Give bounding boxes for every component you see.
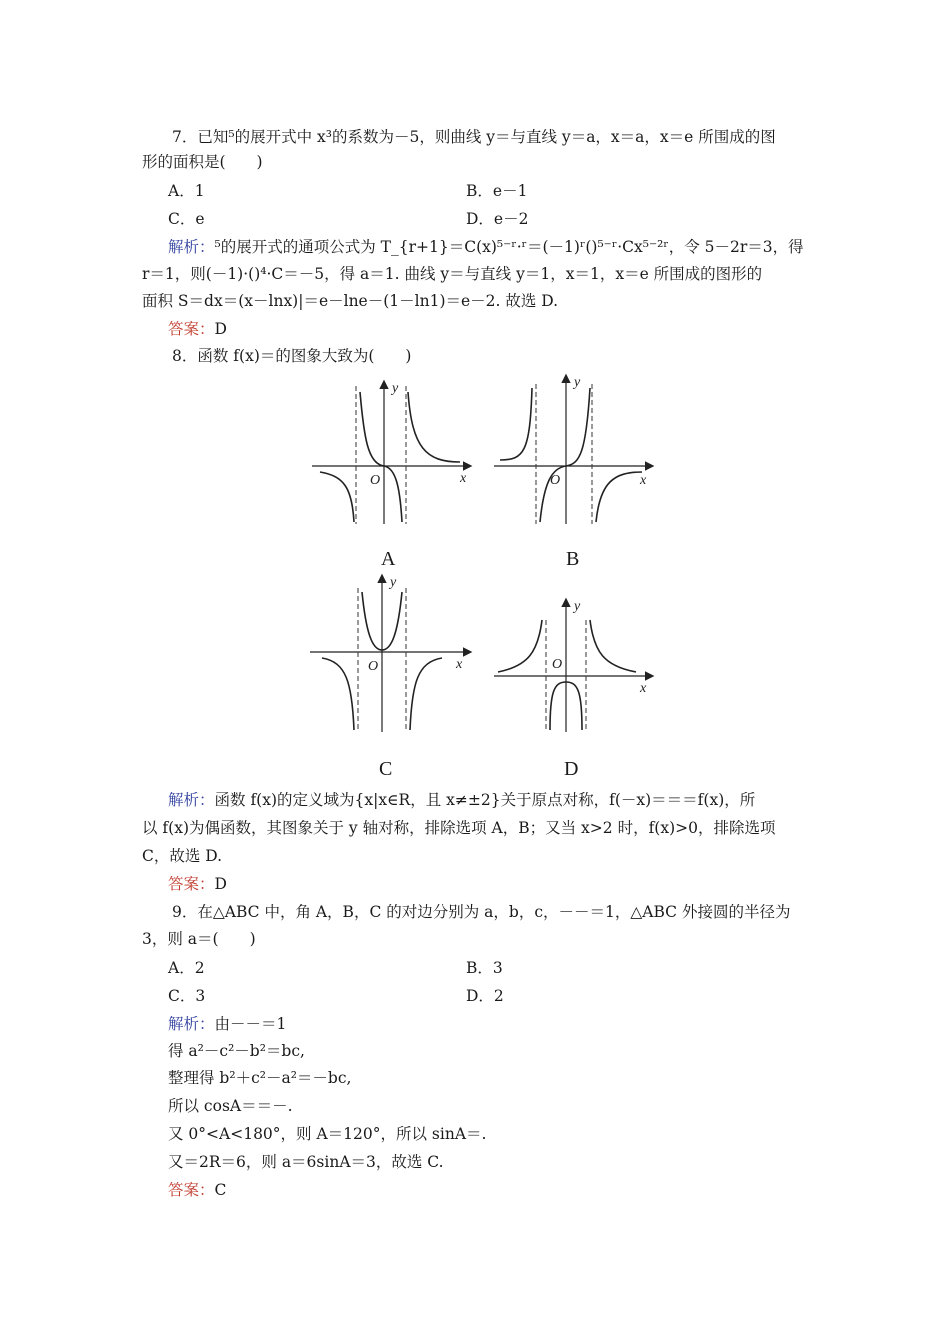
q9-solution-line1 <box>168 1013 286 1035</box>
x-axis-label: x <box>460 471 467 486</box>
origin-label: O <box>368 659 379 674</box>
q7-solution-line2: r＝1，则(－1)·()⁴·C＝－5，得 a＝1. 曲线 y＝与直线 y＝1，x＝1，x＝e 所围成的图形的 <box>142 265 763 283</box>
answer-label: 答案： <box>168 320 215 338</box>
q9-solution-line3: 整理得 b²＋c²－a²＝－bc, <box>168 1069 352 1087</box>
q8-answer-value: D <box>214 875 227 893</box>
q7-stem-line2: 形的面积是( ) <box>142 153 263 171</box>
q8-solution-text1: 函数 f(x)的定义域为{x|x∈R，且 x≠±2}关于原点对称，f(－x)＝＝＝f(x)，所 <box>214 791 756 809</box>
q8-answer <box>168 873 227 895</box>
graph-b <box>490 372 658 528</box>
q9-solution-line4: 所以 cosA＝＝－. <box>168 1097 293 1115</box>
graph-c <box>306 572 476 736</box>
q7-solution-line1 <box>168 236 804 258</box>
origin-label: O <box>550 473 561 488</box>
q9-stem-line2: 3，则 a＝( ) <box>142 930 256 948</box>
origin-label: O <box>552 657 563 672</box>
q8-solution-line3: C，故选 D. <box>142 847 223 865</box>
x-axis-label: x <box>456 657 463 672</box>
q9-stem-line1: 9．在△ABC 中，角 A，B，C 的对边分别为 a，b，c，－－＝1，△ABC 外接圆的半径为 <box>172 903 791 921</box>
q7-option-d: D．e－2 <box>466 210 529 228</box>
q8-solution-line2: 以 f(x)为偶函数，其图象关于 y 轴对称，排除选项 A，B；又当 x>2 时，f(x)>0，排除选项 <box>142 819 776 837</box>
q9-solution-text1: 由－－＝1 <box>214 1015 287 1033</box>
q9-solution-line6: 又＝2R＝6，则 a＝6sinA＝3，故选 C. <box>168 1153 444 1171</box>
q7-answer <box>168 318 227 340</box>
q7-option-a: A．1 <box>168 182 205 200</box>
y-axis-label: y <box>390 575 397 590</box>
graph-a <box>308 378 476 528</box>
solution-label: 解析： <box>168 238 215 256</box>
answer-label: 答案： <box>168 1181 215 1199</box>
y-axis-label: y <box>574 599 581 614</box>
q9-option-a: A．2 <box>168 959 205 977</box>
q9-answer <box>168 1179 226 1201</box>
answer-label: 答案： <box>168 875 215 893</box>
graph-b-label: B <box>566 548 580 570</box>
y-axis-label: y <box>392 381 399 396</box>
q9-solution-line5: 又 0°<A<180°，则 A＝120°，所以 sinA＝. <box>168 1125 487 1143</box>
q7-stem-line1: 7．已知⁵的展开式中 x³的系数为－5，则曲线 y＝与直线 y＝a，x＝a，x＝e 所围成的图 <box>172 128 776 146</box>
q9-option-d: D．2 <box>466 987 504 1005</box>
x-axis-label: x <box>640 681 647 696</box>
graph-c-label: C <box>379 758 393 780</box>
origin-label: O <box>370 473 381 488</box>
solution-label: 解析： <box>168 1015 215 1033</box>
x-axis-label: x <box>640 473 647 488</box>
q9-answer-value: C <box>214 1181 227 1199</box>
q7-solution-text1: ⁵的展开式的通项公式为 T_{r+1}＝C(x)⁵⁻ʳ·ʳ＝(－1)ʳ()⁵⁻ʳ·Cx⁵⁻²ʳ，令 5－2r＝3，得 <box>214 238 804 256</box>
solution-label: 解析： <box>168 791 215 809</box>
graph-d <box>490 596 658 736</box>
q7-option-c: C．e <box>168 210 205 228</box>
q7-solution-line3: 面积 S＝dx＝(x－lnx)|＝e－lne－(1－ln1)＝e－2. 故选 D. <box>142 292 559 310</box>
graph-a-label: A <box>381 548 396 570</box>
q7-option-b: B．e－1 <box>466 182 528 200</box>
q9-solution-line2: 得 a²－c²－b²＝bc, <box>168 1042 305 1060</box>
q8-solution-line1 <box>168 789 755 811</box>
q8-stem: 8．函数 f(x)＝的图象大致为( ) <box>172 347 412 365</box>
graph-d-label: D <box>564 758 579 780</box>
y-axis-label: y <box>574 375 581 390</box>
q9-option-b: B．3 <box>466 959 503 977</box>
q7-answer-value: D <box>214 320 227 338</box>
q9-option-c: C．3 <box>168 987 206 1005</box>
